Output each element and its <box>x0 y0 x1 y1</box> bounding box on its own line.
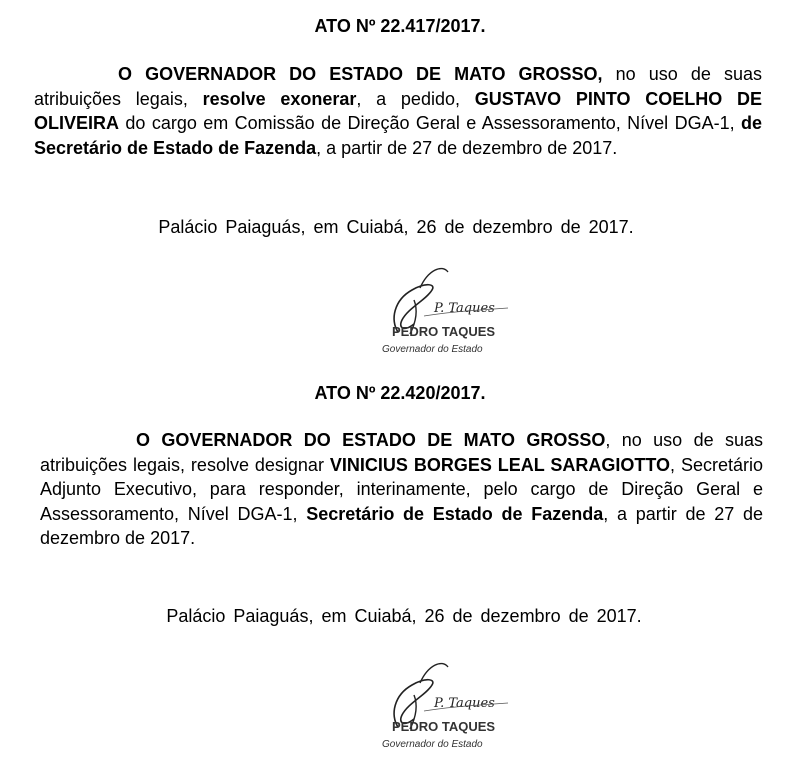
person-name: GUSTAVO PINTO COELHO DE OLIVEIRA <box>34 88 762 133</box>
act-body <box>34 62 762 160</box>
person-name: VINICIUS BORGES LEAL SARAGIOTTO <box>329 454 671 475</box>
svg-text:Governador do Estado: Governador do Estado <box>382 344 483 355</box>
body-text-segment: do cargo em Comissão de Direção Geral e Assessoramento, Nível DGA-1, <box>119 113 741 133</box>
resolution-verb: resolve exonerar <box>202 88 357 109</box>
signature-block <box>368 260 538 360</box>
issuer: O GOVERNADOR DO ESTADO DE MATO GROSSO, <box>118 64 603 84</box>
body-text-segment: no uso de suas atribuições legais, <box>34 64 762 109</box>
body-text-segment: , a partir de 27 de dezembro de 2017. <box>316 137 618 158</box>
act-title: ATO Nº 22.417/2017. <box>314 16 486 36</box>
act-body <box>40 428 763 551</box>
position-name: de Secretário de Estado de Fazenda <box>34 113 762 158</box>
act-title: ATO Nº 22.420/2017. <box>314 383 486 403</box>
svg-text:Governador do Estado: Governador do Estado <box>382 739 483 750</box>
svg-text:PEDRO TAQUES: PEDRO TAQUES <box>392 324 496 339</box>
svg-text:P. Taques: P. Taques <box>434 696 495 711</box>
body-text-segment: , a pedido, <box>356 88 475 109</box>
body-text-segment: , a partir de 27 de dezembro de 2017. <box>40 503 763 548</box>
signature-block <box>368 655 538 755</box>
body-text-segment: , no uso de suas atribuições legais, resolve designar <box>40 430 763 475</box>
signature-image <box>368 655 538 755</box>
body-text-segment: , Secretário Adjunto Executivo, para responder, interinamente, pelo cargo de Direção Geral e Assessoramento, Nível DGA-1, <box>40 454 763 524</box>
svg-text:PEDRO TAQUES: PEDRO TAQUES <box>392 719 496 734</box>
act-22420 <box>0 370 800 757</box>
signature-image <box>368 260 538 360</box>
svg-text:P. Taques: P. Taques <box>434 301 495 316</box>
place-date: Palácio Paiaguás, em Cuiabá, 26 de dezembro de 2017. <box>158 217 634 237</box>
place-date: Palácio Paiaguás, em Cuiabá, 26 de dezembro de 2017. <box>166 606 642 626</box>
act-22417 <box>0 0 800 370</box>
issuer: O GOVERNADOR DO ESTADO DE MATO GROSSO <box>136 430 606 450</box>
position-name: Secretário de Estado de Fazenda <box>306 503 604 524</box>
